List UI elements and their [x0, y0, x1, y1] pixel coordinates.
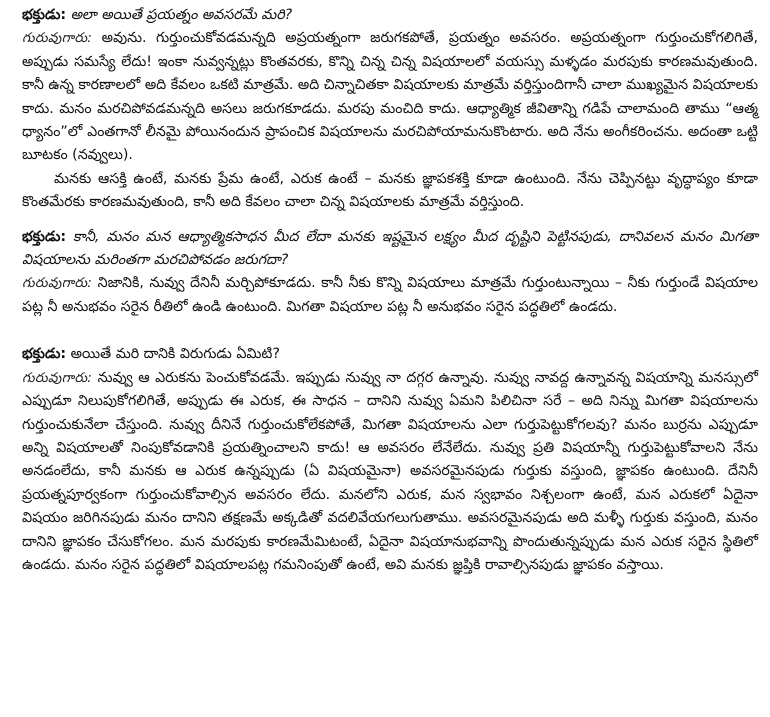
answer-paragraph	[22, 27, 758, 167]
answer-text: నువ్వు ఆ ఎరుకను పెంచుకోవడమే. ఇప్పుడు నువ్వు నా దగ్గర ఉన్నావు. నువ్వు నావద్ద ఉన్నావన్న విషయాన్ని మనస్సులో ఎప్పుడూ నిలుపుకోగలిగితే, అప్పుడు ఈ ఎరుక, ఈ సాధన – దానిని నువ్వు ఏమని పిలిచినా సరే – అది నిన్ను మిగతా విషయాలను గుర్తుంచుకునేలా చేస్తుంది. నువ్వు దీనినే గుర్తుంచుకోలేకపోతే, మిగతా విషయాలను ఎలా గుర్తుపెట్టుకోగలవు? మనం బుర్రను ఎప్పుడూ అన్ని విషయాలతో నింపుకోవడానికి ప్రయత్నించాలని కాదు! ఆ అవసరం లేనేలేదు. నువ్వు ప్రతి విషయాన్నీ గుర్తుపెట్టుకోవాలని నేను అనడంలేదు, కానీ మనకు ఆ ఎరుక ఉన్నప్పుడు (ఏ విషయమైనా) అవసరమైనపుడు గుర్తుకు వస్తుంది, జ్ఞాపకం ఉంటుంది. దేనినీ ప్రయత్నపూర్వకంగా గుర్తుంచుకోవాల్సిన అవసరం లేదు. మనలోని ఎరుక, మన స్వభావం నిశ్చలంగా ఉంటే, మన ఎరుకలో ఏదైనా విషయం జరిగినపుడు మనం దానిని తక్షణమే అక్కడితో వదలివేయగలుగుతాము. అవసరమైనపుడు అది మళ్ళీ గుర్తుకు వస్తుంది, మనం దానిని జ్ఞాపకం చేసుకోగలం. మన మరపుకు కారణమేమిటంటే, ఏదైనా విషయానుభవాన్ని పొందుతున్నప్పుడు మన ఎరుక సరైన స్థితిలో ఉండదు. మనం సరైన పద్ధతిలో విషయాలపట్ల గమనింపుతో ఉంటే, అవి మనకు జ్ఞప్తికి రావాల్సినపుడు జ్ఞాపకం వస్తాయి.	[22, 369, 758, 573]
dialogue-block-1	[22, 4, 758, 215]
speaker-guru: గురువుగారు:	[22, 30, 93, 47]
answer-text: అవును. గుర్తుంచుకోవడమన్నది అప్రయత్నంగా జరుగకపోతే, ప్రయత్నం అవసరం. అప్రయత్నంగా గుర్తుంచుకోగలిగితే, అప్పుడు సమస్యే లేదు! ఇంకా నువ్వన్నట్లు కొంతవరకు, కొన్ని చిన్న చిన్న విషయాలలో వయస్సు మళ్ళడం మరపుకు కారణమవుతుంది. కానీ ఉన్న కారణాలలో అది కేవలం ఒకటి మాత్రమే. అది చిన్నాచితకా విషయాలకు మాత్రమే వర్తిస్తుందిగానీ చాలా ముఖ్యమైన విషయాలకు కాదు. మనం మరచిపోవడమన్నది అసలు జరుగకూడదు. మరపు మంచిది కాదు. ఆధ్యాత్మిక జీవితాన్ని గడిపే చాలామంది తాము “ఆత్మ ధ్యానం”లో ఎంతగానో లీనమై పోయినందున ప్రాపంచిక విషయాలను మరచిపోయామనుకొంటారు. అది నేను అంగీకరించను. అదంతా ఒట్టి బూటకం (నవ్వులు).	[22, 30, 759, 164]
speaker-devotee: భక్తుడు:	[22, 7, 67, 23]
dialogue-block-2	[22, 226, 758, 320]
answer-continuation: మనకు ఆసక్తి ఉంటే, మనకు ప్రేమ ఉంటే, ఎరుక ఉంటే – మనకు జ్ఞాపకశక్తి కూడా ఉంటుంది. నేను చెప్పినట్టు వృద్ధాప్యం కూడా కొంతమేరకు కారణమవుతుంది, కానీ అది కేవలం చాలా చిన్న విషయాలకు మాత్రమే వర్తిస్తుంది.	[22, 170, 758, 211]
answer-paragraph	[22, 272, 758, 319]
speaker-devotee: భక్తుడు:	[22, 228, 67, 245]
question-paragraph	[22, 343, 758, 366]
speaker-devotee: భక్తుడు:	[22, 346, 67, 363]
question-paragraph	[22, 4, 758, 27]
question-text: అలా అయితే ప్రయత్నం అవసరమే మరి?	[70, 7, 293, 23]
question-text: కానీ, మనం మన ఆధ్యాత్మికసాధన మీద లేదా మనకు ఇష్టమైన లక్ష్యం మీద దృష్టిని పెట్టినపుడు, దానివలన మనం మిగతా విషయాలను మరింతగా మరచిపోవడం జరుగదా?	[22, 228, 759, 269]
dialogue-block-3	[22, 343, 758, 577]
answer-paragraph	[22, 367, 758, 578]
speaker-guru: గురువుగారు:	[22, 369, 93, 386]
answer-text: నిజానికి, నువ్వు దేనినీ మర్చిపోకూడదు. కానీ నీకు కొన్ని విషయాలు మాత్రమే గుర్తుంటున్నాయి – నీకు గుర్తుండే విషయాల పట్ల నీ అనుభవం సరైన రీతిలో ఉండి ఉంటుంది. మిగతా విషయాల పట్ల నీ అనుభవం సరైన పద్ధతిలో ఉండదు.	[22, 275, 759, 315]
question-text: అయితే మరి దానికి విరుగుడు ఏమిటి?	[70, 346, 280, 363]
question-paragraph	[22, 226, 758, 273]
speaker-guru: గురువుగారు:	[22, 275, 93, 292]
